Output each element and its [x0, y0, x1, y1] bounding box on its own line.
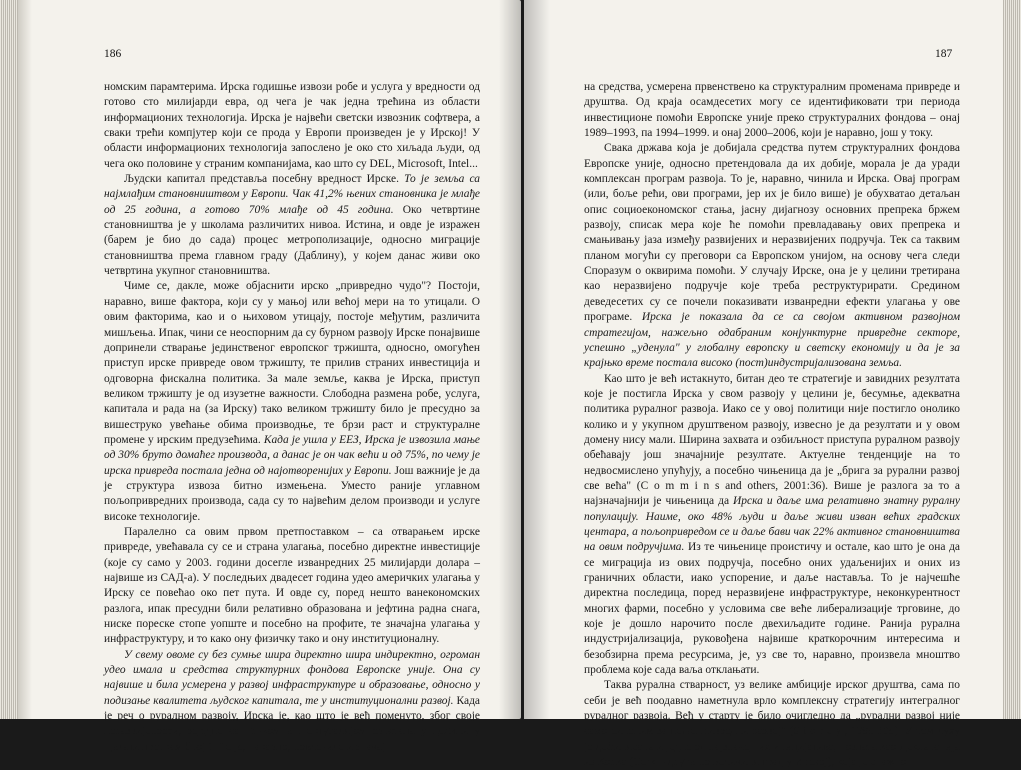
text-run: Као што је већ истакнуто, битан део те стратегије и завидних резултата које је постигла Ирска у свом развоју у целини је, бесумње, адекватна политика руралног развоја. Иако се у овој политици није постигло онолико колико и у укупном друштвеном развоју, извесно је да резултати и у овом домену нису мали. Ширина захвата и озбиљност приступа руралном развоју обећавају још значајније резултате. Актуелне тенденције на то недвосмислено упућују, а посебно чињеница да је „брига за рурални развој све већа" (C o m m i n s and others, 2001:36). Више је разлога за то а најзначајнији је чињеница да: [584, 372, 960, 508]
paragraph: [104, 279, 480, 525]
left-page-edges: [0, 0, 18, 719]
right-page: [524, 0, 1003, 769]
text-run: Из те чињенице проистичу и остале, као што је она да се миграција из ових подручја, посебно оних удаљенијих и оних из граничних области, иако успорение, и даље наставља. То је најчешће директна последица, поред неразвијене инфраструктуре, неконкурентност многих фарми, посебно у условима све веће либерализације трговине, до које је дошло нарочито после двехиљадите године. Ранија рурална индустријализација, руковођена највише краткорочним интересима и безобзирна према ресурсима, је, уз све то, наравно, произвела мноштво проблема које сада ваља отклањати.: [584, 541, 960, 677]
page-number-right: 187: [935, 48, 953, 60]
text-run: Још важније је да је структура извоза битно измењена. Уместо раније углавном пољопривредних производа, сада су то највећим делом производи и услуге високе технологије.: [104, 464, 480, 523]
text-run: Таква рурална стварност, уз велике амбиције ирског друштва, сама по себи је већ поодавно наметнула врло комплексну стратегију интегралног руралног развоја. Већ у старту је било очигледно да „рурални развој није само синоним за пољопривредни развој" (S t o r e y , 1999:308). У том духу је дефинисана и једна од најзначајних иницијатива, позната као Декларација из Корка (Cork – други по величини град у Ирској), која је снажно: [584, 679, 960, 769]
paragraph: [584, 80, 960, 141]
paragraph: [104, 525, 480, 648]
paragraph: [584, 678, 960, 770]
left-body-text: [104, 80, 480, 755]
right-body-text: [584, 80, 960, 770]
text-run: Чиме се, дакле, може објаснити ирско „привредно чудо"? Постоји, наравно, више фактора, који су у мањој или већој мери на то утицали. О овим факторима, као и о њиховом утицају, постоје међутим, различита мишљења. Ипак, чини се неоспорним да су бурном развоју Ирске понајвише допринели стварање јединственог европског тржишта, односно, омогућен приступ ирске привреде овом тржишту, те прилив страних инвестиција и одговорна фискална политика. За мале земље, каква је Ирска, приступ великом тржишту је од изузетне важности. Слободна размена робе, услуга, капитала и рада на (за Ирску) тако великом тржишту било је пресудно за вишеструко увећање обима производње, те брзи раст и структуралне промене у ирским предузећима.: [104, 280, 480, 446]
paragraph: [104, 80, 480, 172]
emphasized-text: Када је ушла у ЕЕЗ, Ирска је извозила мање од 30% бруто домаћег производа, а данас је он чак већи и од 75%, по чему је ирска привреда постала једна од најотворенијих у Европи.: [104, 433, 480, 477]
paragraph: [584, 141, 960, 371]
paragraph: [104, 172, 480, 279]
text-run: Паралелно са овим првом претпоставком – са отварањем ирске привреде, увећавала су се и страна улагања, посебно директне инвестиције (које су само у 2003. години досегле изванредних 25 милијарди долара – највише из САД-а). У последњих двадесет година удео америчких улагања у Ирску се повећао око пет пута. И овде су, поред нешто ванекономских разлога, ипак пресудни били релативно образована и јефтина радна снага, ниске пореске стопе уопште и посебно на профите, те значајна улагања у инфраструктуру, и то како ону физичку тако и ону институционалну.: [104, 525, 480, 646]
emphasized-text: То је земља са најмлађим становништвом у Европи. Чак 41,2% њених становника је млађе од 25 година, а готово 70% млађе од 45 година.: [104, 173, 480, 216]
text-run: номским парамтерима. Ирска годишње извози робе и услуга у вредности од готово сто милијарди евра, од чега је чак једна трећина из области информационих технологија. Ирска је највећи светски извозник софтвера, а сваки трећи компјутер који се прода у Европи произведен је у Ирској! У области информационих технологија запослено је око сто хиљада људи, од чега око половине у страним компанијама, као што су DEL, Microsoft, Intel...: [104, 81, 480, 170]
text-run: Свака држава која је добијала средства путем структуралних фондова Европске уније, односно претендовала да их добије, морала је да уради комплексан програм развоја. То је, наравно, чинила и Ирска. Овај програм (или, боље рећи, ови програми, јер их је било више) је обухватао детаљан опис социоекономског стања, јасну дијагнозу основних препрека бржем развоју, списак мера које ће помоћи превладавању ових препрека и смањивању јаза између развијених и неразвијених подручја. Тек са таквим планом могући су преговори са Европском унијом, на основу чега следи Споразум о оквирима помоћи. У случају Ирске, она је у целини третирана као неразвијено подручје које треба реструктурирати. Средином деведесетих су се почели показивати изванредни ефекти улагања у ове програме.: [584, 142, 960, 324]
text-run: Око четвртине становништва је у школама различитих нивоа. Истина, и овде је изражен (барем је био до сада) процес метрополизације, односно миграције становништва према главном граду (Даблину), у којем данас живи око четвртина укупног становништва.: [104, 203, 480, 278]
emphasized-text: Ирска је показала да се са својом активном развојном стратегијом, нажељно одабраним конјунктурне привредне секторе, успешно „уденула" у глобалну европску и светску економију и да је за крајњко време постала високо (пост)индустријализована земља.: [584, 311, 961, 370]
right-page-edges: [1003, 0, 1021, 719]
emphasized-text: Ирска и даље има релативно знатну руралну популацију. Наиме, око 48% људи и даље живи изван већих градских центара, а пољопривредом се и даље бави чак 22% активног становништва на овим подручјима.: [584, 495, 960, 554]
text-run: Људски капитал представља посебну вредност Ирске.: [124, 173, 405, 186]
left-page: [18, 0, 521, 753]
page-number-left: 186: [104, 48, 122, 60]
text-run: Када је реч о руралном развоју, Ирска је, као што је већ поменуто, због своје неразвијености, заједно са Грчком и Португалијом сврстана у целини у Циљни програм број 1. То је, наравно, повлачило и значај-: [104, 694, 480, 753]
paragraph: [584, 372, 960, 679]
paragraph: [104, 648, 480, 755]
text-run: на средства, усмерена првенствено ка структуралним променама привреде и друштва. Од краја осамдесетих могу се идентификовати три периода инвестиционе помоћи Европске уније преко структуралних фондова – онај 1989–1993, па 1994–1999. и онај 2000–2006, који је наравно, још у току.: [584, 81, 960, 140]
emphasized-text: У свему овоме су без сумње шира директно шира индиректно, огроман удео имала и средства структурних фондова Европске уније. Она су највише и била усмерена у развој инфраструктуре и образовање, односно у подизање квалитета људског капитала, те у институционални развој.: [104, 648, 480, 707]
